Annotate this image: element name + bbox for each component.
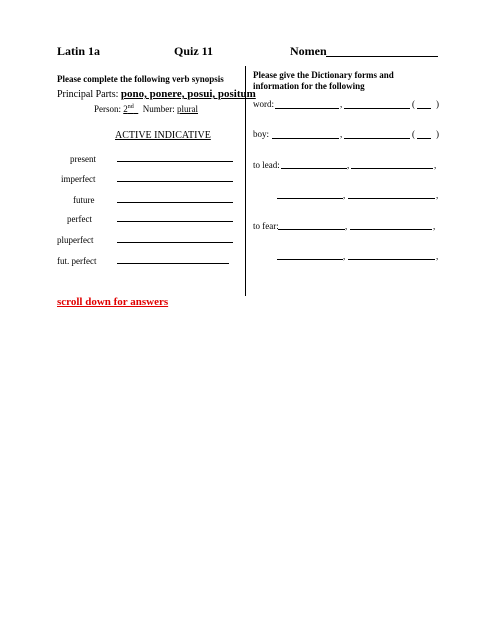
dictionary-instruction-line1: Please give the Dictionary forms and (253, 70, 394, 80)
tense-present: present (70, 154, 96, 164)
person-value: 2nd (123, 104, 134, 114)
boy-blank-3[interactable] (417, 138, 431, 139)
tense-pluperfect: pluperfect (57, 235, 94, 245)
principal-parts-value: pono, ponere, posui, positum (120, 88, 256, 100)
lead-comma-2: , (434, 160, 437, 170)
person-number-row (94, 104, 198, 114)
column-divider (245, 66, 246, 296)
boy-comma: , (340, 129, 343, 139)
future-blank[interactable] (117, 202, 233, 203)
dictionary-instruction-line2: information for the following (253, 81, 365, 91)
present-blank[interactable] (117, 161, 233, 162)
lead-blank-1[interactable] (281, 168, 347, 169)
boy-blank-1[interactable] (272, 138, 339, 139)
fear-blank-1[interactable] (278, 229, 345, 230)
word-comma: , (340, 99, 343, 109)
tense-future: future (73, 195, 95, 205)
fear-comma-4: , (436, 251, 439, 261)
nomen-label: Nomen (290, 44, 327, 58)
imperfect-blank[interactable] (117, 181, 233, 182)
boy-blank-2[interactable] (344, 138, 410, 139)
boy-label: boy: (253, 129, 270, 139)
synopsis-instruction: Please complete the following verb synopsis (57, 74, 224, 84)
principal-parts-label: Principal Parts: (57, 89, 119, 100)
lead-comma-1: , (347, 160, 350, 170)
word-blank-3[interactable] (417, 108, 431, 109)
tense-imperfect: imperfect (61, 174, 96, 184)
scroll-down-link[interactable]: scroll down for answers (57, 296, 169, 308)
tense-perfect: perfect (67, 214, 92, 224)
word-label: word: (253, 99, 274, 109)
lead-blank-4[interactable] (348, 198, 435, 199)
fut-perfect-blank[interactable] (117, 263, 229, 264)
fear-comma-2: , (433, 221, 436, 231)
pluperfect-blank[interactable] (117, 242, 233, 243)
boy-paren-close: ) (436, 129, 439, 139)
nomen-blank[interactable] (326, 56, 438, 57)
tense-fut-perfect: fut. perfect (57, 256, 97, 266)
number-label: Number: (142, 104, 175, 114)
boy-paren-open: ( (412, 129, 415, 139)
fear-blank-2[interactable] (350, 229, 432, 230)
active-indicative-heading: ACTIVE INDICATIVE (115, 130, 211, 141)
lead-label: to lead: (253, 160, 280, 170)
fear-comma-3: , (343, 251, 346, 261)
word-blank-1[interactable] (275, 108, 339, 109)
perfect-blank[interactable] (117, 221, 233, 222)
lead-comma-3: , (343, 190, 346, 200)
person-label: Person: (94, 104, 121, 114)
fear-blank-4[interactable] (348, 259, 435, 260)
word-paren-open: ( (412, 99, 415, 109)
fear-comma-1: , (345, 221, 348, 231)
lead-comma-4: , (436, 190, 439, 200)
word-blank-2[interactable] (344, 108, 410, 109)
course-title: Latin 1a (57, 44, 101, 58)
quiz-title: Quiz 11 (174, 44, 214, 58)
fear-label: to fear: (253, 221, 279, 231)
word-paren-close: ) (436, 99, 439, 109)
lead-blank-2[interactable] (351, 168, 433, 169)
lead-blank-3[interactable] (277, 198, 343, 199)
principal-parts-row (57, 88, 256, 100)
number-value: plural (177, 104, 198, 114)
fear-blank-3[interactable] (277, 259, 343, 260)
